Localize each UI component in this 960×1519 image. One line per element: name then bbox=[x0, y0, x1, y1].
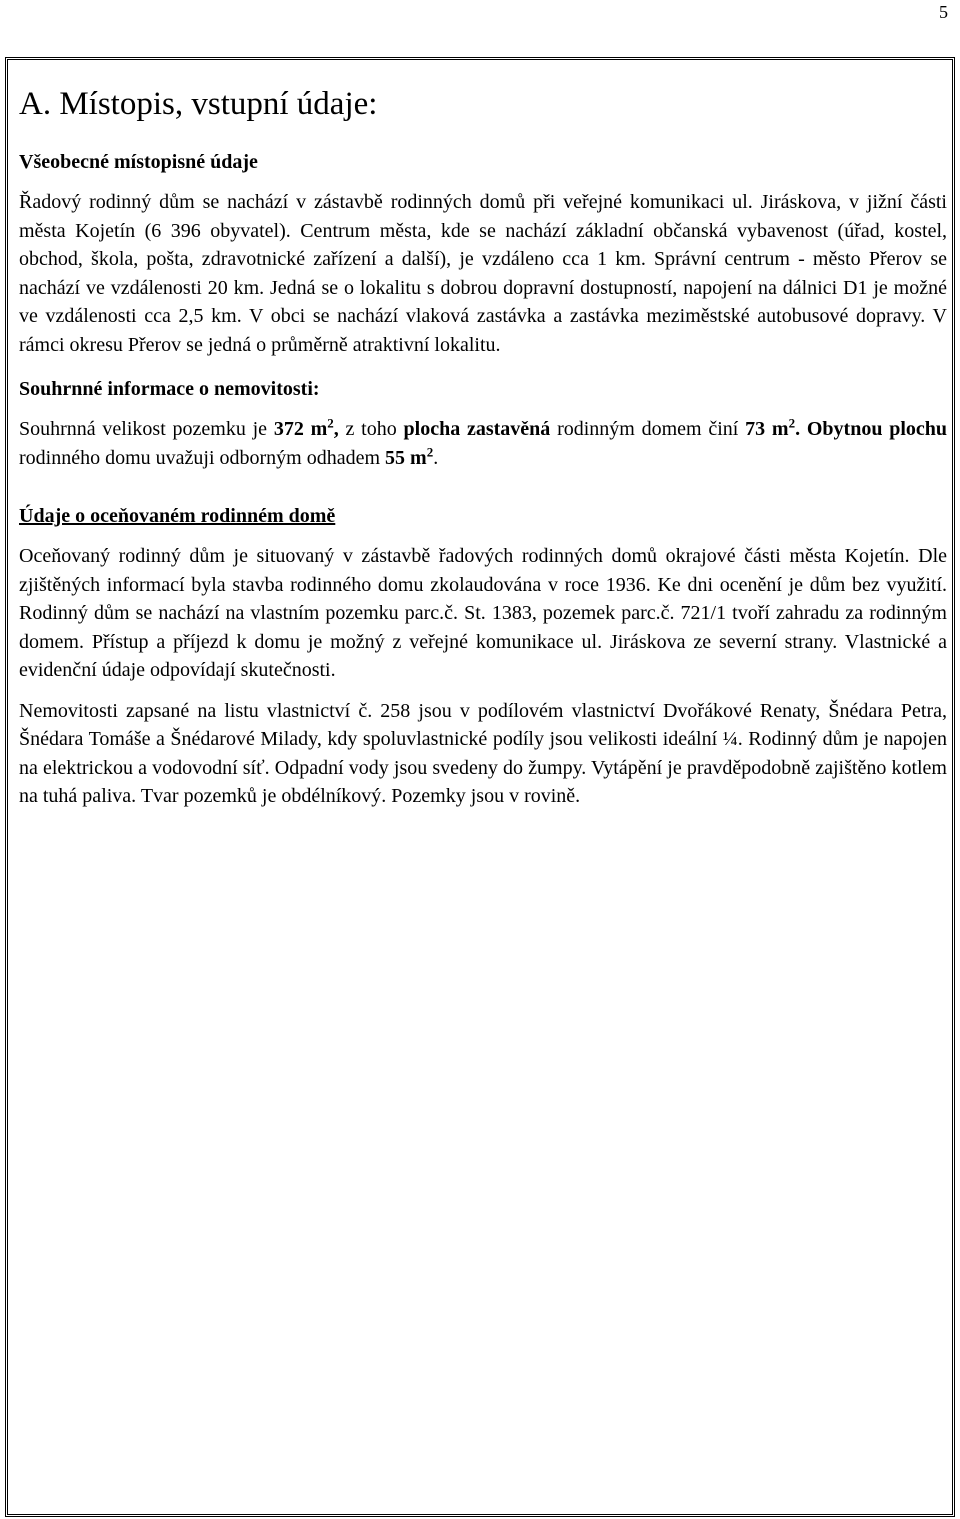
lot-size-comma: , bbox=[333, 418, 339, 440]
page-number: 5 bbox=[939, 2, 948, 22]
house-info-heading: Údaje o oceňovaném rodinném domě bbox=[19, 505, 336, 527]
document-content bbox=[19, 80, 947, 811]
summary-info-heading: Souhrnné informace o nemovitosti: bbox=[19, 378, 320, 400]
living-area-value bbox=[385, 443, 434, 469]
built-area-number: 73 m bbox=[745, 418, 789, 440]
summary-text-5: rodinného domu uvažuji odborným odhadem bbox=[19, 446, 386, 469]
house-info-paragraph-2: Nemovitosti zapsané na listu vlastnictví č. 258 jsou v podílovém vlastnictví Dvořákové Renaty, Šnédara Petra, Šnédara Tomáše a Šnédarové Milady, kdy spoluvlastnické podíly jsou velikosti ideální ¼. Rodinný dům je napojen na elektrickou a vodovodní síť. Odpadní vody jsou svedeny do žumpy. Vytápění je pravděpodobně zajištěno kotlem na tuhá paliva. Tvar pozemků je obdélníkový. Pozemky jsou v rovině. bbox=[19, 699, 947, 807]
built-area-period: . bbox=[795, 418, 801, 440]
general-info-text: Řadový rodinný dům se nachází v zástavbě rodinných domů při veřejné komunikaci ul. Jiráskova, v jižní části města Kojetín (6 396 obyvatel). Centrum města, kde se nachází základní občanská vybavenost (úřad, kostel, obchod, škola, pošta, zdravotnické zařízení a další), je vzdáleno cca 1 km. Správní centrum - město Přerov se nachází ve vzdálenosti 20 km. Jedná se o lokalitu s dobrou dopravní dostupností, napojení na dálnici D1 je možné ve vzdálenosti cca 2,5 km. V obci se nachází vlaková zastávka a zastávka meziměstské autobusové dopravy. V rámci okresu Přerov se jedná o průměrně atraktivní lokalitu. bbox=[19, 191, 947, 356]
living-area-number: 55 m bbox=[385, 446, 427, 469]
living-area-sup: 2 bbox=[426, 443, 434, 459]
summary-text-2: z toho bbox=[338, 418, 404, 440]
lot-size-sup: 2 bbox=[327, 415, 334, 431]
general-info-heading: Všeobecné místopisné údaje bbox=[19, 151, 258, 173]
lot-size-number: 372 m bbox=[273, 418, 328, 440]
lot-size-value bbox=[273, 415, 339, 440]
living-area-label: Obytnou plochu bbox=[806, 418, 948, 440]
summary-text-1: Souhrnná velikost pozemku je bbox=[19, 418, 274, 440]
summary-text-4 bbox=[800, 418, 807, 440]
built-area-value bbox=[745, 415, 801, 440]
house-info-paragraph-1: Oceňovaný rodinný dům je situovaný v zástavbě řadových rodinných domů okrajové části města Kojetín. Dle zjištěných informací byla stavba rodinného domu zkolaudována v roce 1936. Ke dni ocenění je dům bez využití. Rodinný dům se nachází na vlastním pozemku parc.č. St. 1383, pozemek parc.č. 721/1 tvoří zahradu za rodinným domem. Přístup a příjezd k domu je možný z veřejné komunikace ul. Jiráskova ze severní strany. Vlastnické a evidenční údaje odpovídají skutečnosti. bbox=[19, 545, 947, 681]
section-title: A. Místopis, vstupní údaje: bbox=[19, 86, 378, 122]
summary-text-6: . bbox=[433, 446, 439, 469]
built-area-label: plocha zastavěná bbox=[403, 418, 551, 440]
summary-text-3: rodinným domem činí bbox=[550, 418, 746, 440]
summary-info-text bbox=[19, 415, 947, 472]
built-area-sup: 2 bbox=[788, 415, 796, 431]
